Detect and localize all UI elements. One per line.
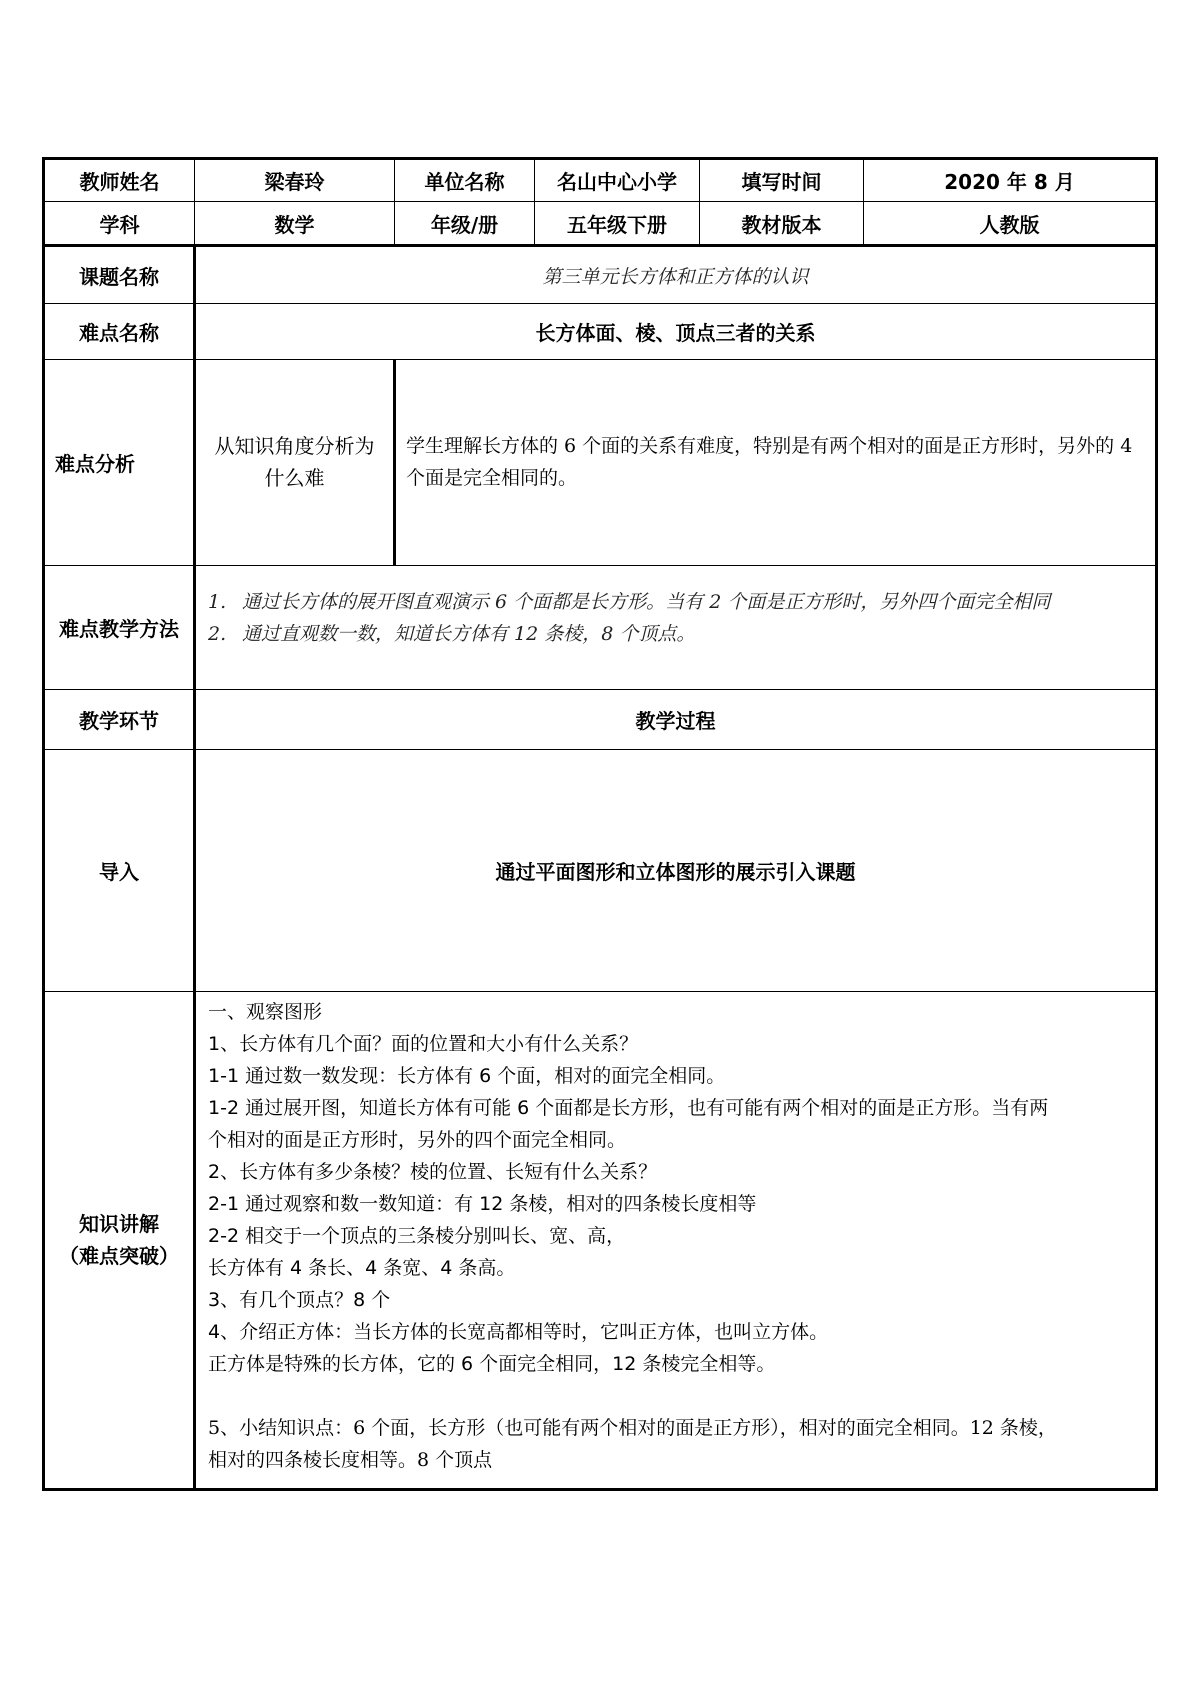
- lecture-line: 正方体是特殊的长方体，它的 6 个面完全相同，12 条棱完全相等。: [208, 1353, 776, 1375]
- lecture-line: 1、长方体有几个面？面的位置和大小有什么关系？: [208, 1033, 639, 1055]
- grade-value: 五年级下册: [535, 202, 700, 246]
- edition-label: 教材版本: [700, 202, 864, 246]
- time-value: 2020 年 8 月: [864, 159, 1157, 202]
- info-row-2: [44, 202, 1157, 246]
- topic-label: 课题名称: [44, 246, 195, 304]
- method-label: 难点教学方法: [44, 566, 195, 690]
- lecture-line: 5、小结知识点：6 个面，长方形（也可能有两个相对的面是正方形），相对的面完全相同。12 条棱，: [208, 1417, 1057, 1439]
- subject-label: 学科: [44, 202, 195, 246]
- method-item-2: 2. 通过直观数一数，知道长方体有 12 条棱，8 个顶点。: [208, 623, 696, 645]
- lesson-plan-table: [42, 157, 1158, 1491]
- lecture-line: 一、观察图形: [208, 1001, 323, 1023]
- unit-label: 单位名称: [395, 159, 535, 202]
- lecture-line: 个相对的面是正方形时，另外的四个面完全相同。: [208, 1129, 627, 1151]
- analysis-sub-label: 从知识角度分析为什么难: [195, 360, 395, 566]
- topic-row: [44, 246, 1157, 304]
- lecture-line: 1-2 通过展开图，知道长方体有可能 6 个面都是长方形，也有可能有两个相对的面是正方形。当有两: [208, 1097, 1049, 1119]
- analysis-text: 学生理解长方体的 6 个面的关系有难度，特别是有两个相对的面是正方形时，另外的 4 个面是完全相同的。: [395, 360, 1157, 566]
- method-list: [195, 566, 1157, 690]
- lecture-label-line1: 知识讲解: [79, 1212, 159, 1236]
- unit-value: 名山中心小学: [535, 159, 700, 202]
- lecture-line: 相对的四条棱长度相等。8 个顶点: [208, 1449, 493, 1471]
- grade-label: 年级/册: [395, 202, 535, 246]
- lecture-content: [195, 992, 1157, 1490]
- lecture-label: [44, 992, 195, 1490]
- method-item-1: 1. 通过长方体的展开图直观演示 6 个面都是长方形。当有 2 个面是正方形时，另外四个面完全相同: [208, 591, 1051, 613]
- lecture-label-line2: （难点突破）: [59, 1244, 179, 1268]
- info-row-1: [44, 159, 1157, 202]
- topic-value: 第三单元长方体和正方体的认识: [195, 246, 1157, 304]
- time-label: 填写时间: [700, 159, 864, 202]
- lecture-line: 4、介绍正方体：当长方体的长宽高都相等时，它叫正方体，也叫立方体。: [208, 1321, 829, 1343]
- process-header-row: [44, 690, 1157, 750]
- difficulty-value: 长方体面、棱、顶点三者的关系: [195, 304, 1157, 360]
- teacher-label: 教师姓名: [44, 159, 195, 202]
- subject-value: 数学: [195, 202, 395, 246]
- lecture-line: 2-1 通过观察和数一数知道：有 12 条棱，相对的四条棱长度相等: [208, 1193, 757, 1215]
- intro-label: 导入: [44, 750, 195, 992]
- lecture-line: 1-1 通过数一数发现：长方体有 6 个面，相对的面完全相同。: [208, 1065, 726, 1087]
- lecture-line: 2-2 相交于一个顶点的三条棱分别叫长、宽、高，: [208, 1225, 626, 1247]
- lecture-line: 长方体有 4 条长、4 条宽、4 条高。: [208, 1257, 516, 1279]
- lecture-blank-line: [208, 1380, 1145, 1412]
- edition-value: 人教版: [864, 202, 1157, 246]
- lecture-line: 3、有几个顶点？8 个: [208, 1289, 391, 1311]
- teacher-value: 梁春玲: [195, 159, 395, 202]
- process-label: 教学环节: [44, 690, 195, 750]
- lecture-row: [44, 992, 1157, 1490]
- difficulty-row: [44, 304, 1157, 360]
- intro-row: [44, 750, 1157, 992]
- lesson-plan-sheet: [42, 157, 1155, 1491]
- lecture-line: 2、长方体有多少条棱？棱的位置、长短有什么关系？: [208, 1161, 658, 1183]
- analysis-row: [44, 360, 1157, 566]
- analysis-label: 难点分析: [44, 360, 195, 566]
- method-row: [44, 566, 1157, 690]
- intro-value: 通过平面图形和立体图形的展示引入课题: [195, 750, 1157, 992]
- process-value: 教学过程: [195, 690, 1157, 750]
- difficulty-label: 难点名称: [44, 304, 195, 360]
